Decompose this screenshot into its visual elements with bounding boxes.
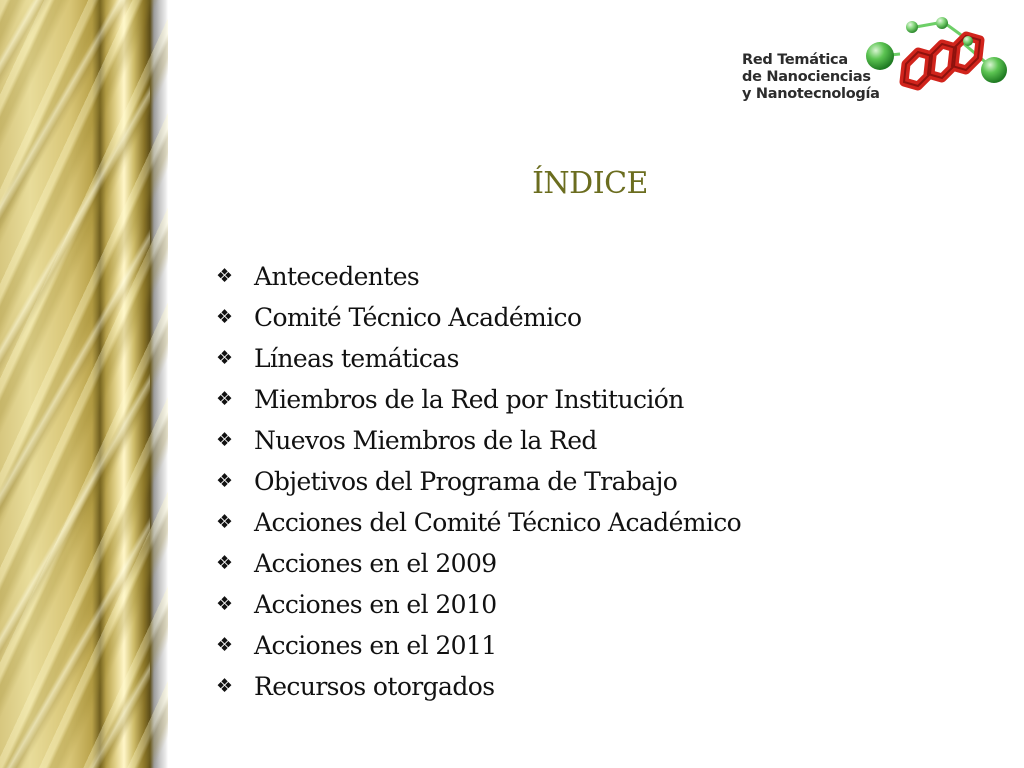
diamond-bullet-icon: ❖ [216, 388, 234, 410]
list-item-label: Acciones en el 2011 [254, 631, 497, 660]
list-item [216, 625, 741, 666]
diamond-bullet-icon: ❖ [216, 552, 234, 574]
list-item [216, 338, 741, 379]
index-list [216, 256, 741, 707]
decorative-column [0, 0, 168, 768]
list-item-label: Miembros de la Red por Institución [254, 385, 684, 414]
list-item-label: Recursos otorgados [254, 672, 495, 701]
logo-line: de Nanociencias [742, 69, 871, 85]
diamond-bullet-icon: ❖ [216, 634, 234, 656]
logo-line: y Nanotecnología [742, 86, 880, 102]
list-item-label: Acciones en el 2010 [254, 590, 497, 619]
list-item [216, 543, 741, 584]
list-item-label: Nuevos Miembros de la Red [254, 426, 597, 455]
diamond-bullet-icon: ❖ [216, 347, 234, 369]
list-item [216, 256, 741, 297]
diamond-bullet-icon: ❖ [216, 593, 234, 615]
network-logo [740, 14, 1016, 114]
diamond-bullet-icon: ❖ [216, 306, 234, 328]
diamond-bullet-icon: ❖ [216, 265, 234, 287]
list-item [216, 379, 741, 420]
list-item [216, 461, 741, 502]
list-item-label: Acciones del Comité Técnico Académico [254, 508, 742, 537]
list-item-label: Líneas temáticas [254, 344, 459, 373]
list-item [216, 502, 741, 543]
list-item [216, 584, 741, 625]
logo-text [742, 52, 880, 103]
list-item-label: Objetivos del Programa de Trabajo [254, 467, 678, 496]
diamond-bullet-icon: ❖ [216, 429, 234, 451]
list-item [216, 666, 741, 707]
list-item-label: Comité Técnico Académico [254, 303, 582, 332]
molecule-icon [860, 14, 1016, 114]
logo-line: Red Temática [742, 52, 848, 68]
list-item-label: Acciones en el 2009 [254, 549, 497, 578]
page-title: ÍNDICE [532, 166, 648, 201]
diamond-bullet-icon: ❖ [216, 511, 234, 533]
list-item [216, 420, 741, 461]
diamond-bullet-icon: ❖ [216, 470, 234, 492]
list-item-label: Antecedentes [254, 262, 420, 291]
list-item [216, 297, 741, 338]
diamond-bullet-icon: ❖ [216, 675, 234, 697]
